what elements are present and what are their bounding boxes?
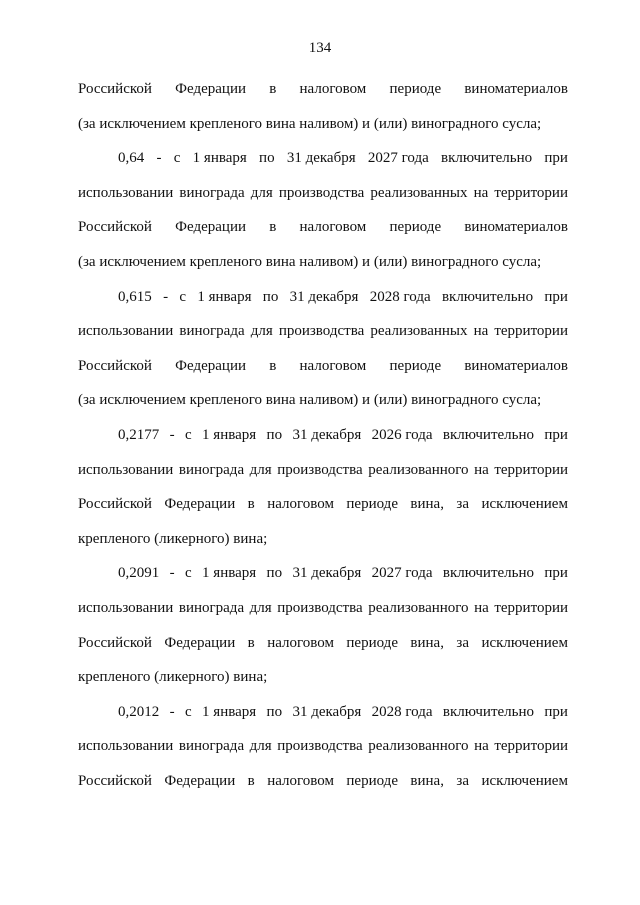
word: Российской — [78, 772, 152, 789]
word: 1 января — [202, 565, 257, 582]
word: для — [249, 738, 272, 755]
word: использовании — [78, 461, 174, 478]
word: 1 января — [202, 426, 257, 443]
word: по — [262, 288, 279, 305]
text-line — [78, 176, 568, 211]
word: 1 января — [197, 288, 252, 305]
word: винограда — [178, 599, 245, 616]
word: налоговом — [267, 634, 334, 651]
word: 31 декабря — [292, 565, 362, 582]
text-line — [78, 72, 568, 107]
word: виноматериалов — [464, 357, 568, 374]
word: реализованного — [368, 461, 469, 478]
word: для — [249, 461, 272, 478]
word: Федерации — [164, 496, 236, 513]
word: использовании — [78, 738, 174, 755]
word: 31 декабря — [289, 288, 359, 305]
word: на — [474, 738, 489, 755]
word: территории — [494, 323, 568, 340]
word: при — [544, 565, 568, 582]
word: вина, — [410, 772, 444, 789]
word: периоде — [346, 496, 398, 513]
word: включительно — [441, 288, 534, 305]
word: с — [185, 565, 192, 582]
word: винограда — [179, 323, 245, 340]
word: реализованного — [368, 738, 469, 755]
word: на — [473, 184, 489, 201]
word: налоговом — [299, 219, 367, 236]
word: для — [250, 323, 273, 340]
word: периоде — [346, 772, 398, 789]
word: с — [173, 150, 181, 167]
word: для — [249, 599, 272, 616]
word: налоговом — [299, 81, 367, 97]
text-line — [78, 764, 568, 799]
word: в — [269, 81, 277, 97]
paragraph-first-line — [78, 556, 568, 591]
word: 1 января — [202, 703, 257, 720]
word: - — [163, 288, 169, 305]
paragraph-first-line — [78, 695, 568, 730]
word: - — [169, 703, 175, 720]
text-line: крепленого (ликерного) вина; — [78, 530, 268, 547]
word: территории — [494, 599, 568, 616]
word: Федерации — [164, 634, 236, 651]
text-line — [78, 591, 568, 626]
word: вина, — [410, 496, 444, 513]
word: на — [474, 599, 489, 616]
text-line — [78, 314, 568, 349]
word: 2028 года — [371, 703, 433, 720]
word: с — [185, 703, 192, 720]
word: 31 декабря — [292, 703, 362, 720]
word: за — [456, 772, 469, 789]
word: включительно — [442, 426, 535, 443]
word: исключением — [481, 496, 568, 513]
word: использовании — [78, 184, 174, 201]
word: Российской — [78, 81, 152, 97]
word: вина, — [410, 634, 444, 651]
word: в — [247, 772, 255, 789]
word: производства — [277, 599, 363, 616]
paragraph-first-line — [78, 141, 568, 176]
word: виноматериалов — [464, 219, 568, 236]
word: на — [473, 323, 489, 340]
word: производства — [277, 461, 363, 478]
word: при — [544, 288, 568, 305]
text-line: (за исключением крепленого вина наливом) и (или) виноградного сусла; — [78, 115, 542, 132]
word: периоде — [389, 357, 442, 374]
word: 31 декабря — [286, 150, 356, 167]
word: при — [544, 703, 568, 720]
text-line — [78, 210, 568, 245]
word: исключением — [481, 772, 568, 789]
word: периоде — [389, 81, 442, 97]
word: Федерации — [175, 357, 246, 374]
word: в — [247, 634, 255, 651]
paragraph-first-line — [78, 418, 568, 453]
word: Федерации — [164, 772, 236, 789]
text-line: (за исключением крепленого вина наливом) и (или) виноградного сусла; — [78, 253, 542, 270]
word: по — [259, 150, 275, 167]
rate-value: 0,2091 — [118, 565, 160, 582]
word: за — [456, 634, 469, 651]
word: по — [266, 703, 283, 720]
word: 2027 года — [367, 150, 429, 167]
word: периоде — [346, 634, 398, 651]
word: исключением — [481, 634, 568, 651]
text-line — [78, 729, 568, 764]
word: винограда — [178, 738, 245, 755]
word: винограда — [179, 184, 245, 201]
word: производства — [277, 738, 363, 755]
word: использовании — [78, 323, 174, 340]
page-number: 134 — [308, 40, 332, 56]
word: Федерации — [175, 219, 246, 236]
word: реализованных — [370, 184, 468, 201]
word: с — [179, 288, 187, 305]
word: в — [269, 357, 277, 374]
rate-value: 0,2012 — [118, 703, 160, 720]
word: использовании — [78, 599, 174, 616]
rate-value: 0,64 — [118, 150, 145, 167]
word: при — [544, 150, 568, 167]
paragraph-first-line — [78, 280, 568, 315]
word: налоговом — [267, 772, 334, 789]
rate-value: 0,615 — [118, 288, 152, 305]
text-line: крепленого (ликерного) вина; — [78, 669, 268, 686]
text-line — [78, 487, 568, 522]
text-line: (за исключением крепленого вина наливом) и (или) виноградного сусла; — [78, 392, 542, 409]
word: - — [169, 426, 175, 443]
word: 1 января — [192, 150, 247, 167]
word: по — [266, 565, 283, 582]
word: производства — [278, 184, 365, 201]
word: включительно — [442, 703, 535, 720]
word: территории — [494, 461, 568, 478]
word: реализованного — [368, 599, 469, 616]
word: 2028 года — [369, 288, 431, 305]
document-body — [78, 72, 568, 798]
word: налоговом — [267, 496, 334, 513]
word: при — [544, 426, 568, 443]
word: налоговом — [299, 357, 367, 374]
word: 2026 года — [371, 426, 433, 443]
word: включительно — [441, 150, 533, 167]
word: 2027 года — [371, 565, 433, 582]
word: Российской — [78, 357, 152, 374]
word: - — [169, 565, 175, 582]
word: Российской — [78, 634, 152, 651]
text-line — [78, 626, 568, 661]
word: территории — [494, 184, 568, 201]
word: виноматериалов — [464, 81, 568, 97]
word: на — [474, 461, 489, 478]
word: включительно — [442, 565, 535, 582]
text-line — [78, 453, 568, 488]
word: в — [269, 219, 277, 236]
word: винограда — [178, 461, 245, 478]
text-line — [78, 349, 568, 384]
word: с — [185, 426, 192, 443]
word: - — [156, 150, 162, 167]
word: по — [266, 426, 283, 443]
word: Федерации — [175, 81, 246, 97]
word: 31 декабря — [292, 426, 362, 443]
word: производства — [278, 323, 365, 340]
word: в — [247, 496, 255, 513]
word: за — [456, 496, 469, 513]
word: Российской — [78, 219, 152, 236]
rate-value: 0,2177 — [118, 426, 160, 443]
word: Российской — [78, 496, 152, 513]
word: территории — [494, 738, 568, 755]
word: реализованных — [370, 323, 468, 340]
word: периоде — [389, 219, 442, 236]
word: для — [250, 184, 273, 201]
